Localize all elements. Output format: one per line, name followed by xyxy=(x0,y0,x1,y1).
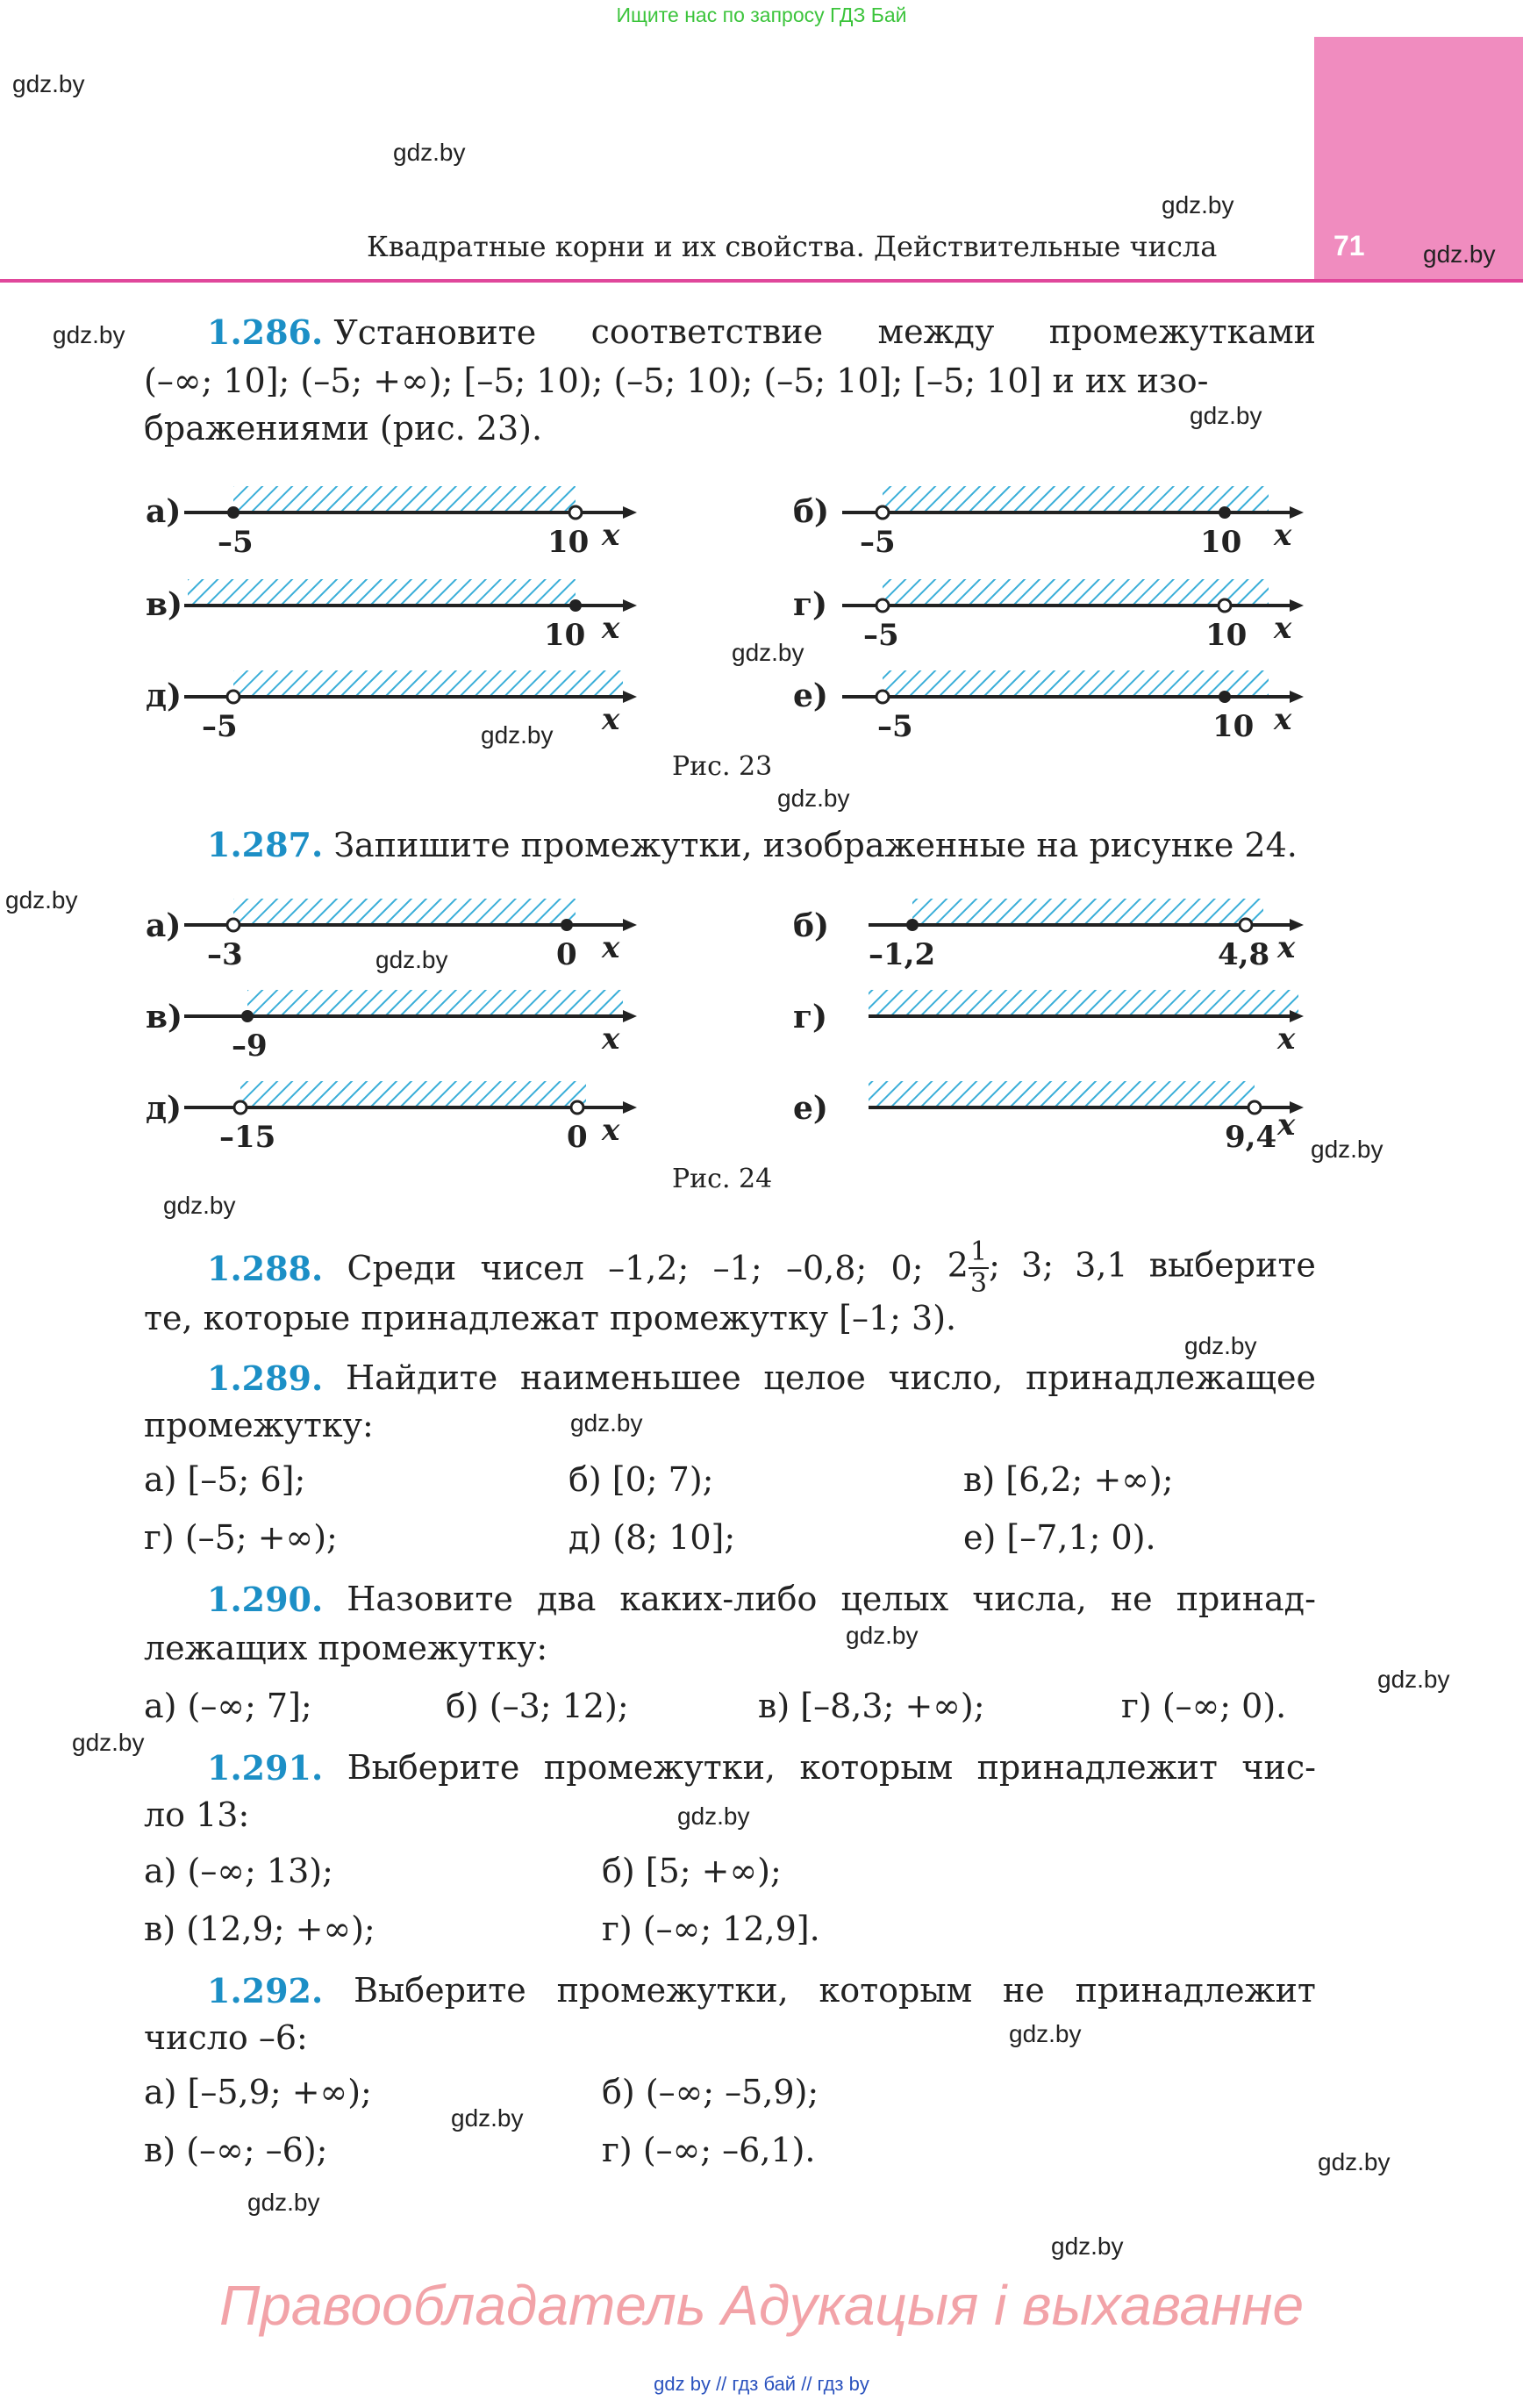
fig24-label-a: а) xyxy=(146,907,182,944)
watermark: gdz.by xyxy=(1184,1332,1257,1359)
fig23-label-d: д) xyxy=(146,677,182,714)
tick-label: 0 xyxy=(556,937,577,972)
header-rule xyxy=(0,279,1523,283)
tick-label: –5 xyxy=(218,525,254,560)
answer-option: в) (12,9; +∞); xyxy=(144,1910,375,1948)
fig24-label-b: б) xyxy=(793,907,830,944)
tick-label: 10 xyxy=(1212,709,1255,744)
answer-option: е) [–7,1; 0). xyxy=(963,1518,1156,1557)
watermark: gdz.by xyxy=(72,1729,145,1756)
fig23-label-e: е) xyxy=(793,677,828,714)
fig23-label-a: а) xyxy=(146,493,182,530)
tick-label: –5 xyxy=(877,709,913,744)
answer-option: б) (–∞; –5,9); xyxy=(602,2073,819,2111)
problem-1-292-line2: число –6: xyxy=(144,2018,308,2057)
problem-1-286-line3: бражениями (рис. 23). xyxy=(144,409,543,448)
watermark: gdz.by xyxy=(1162,191,1234,219)
problem-1-289-line2: промежутку: xyxy=(144,1406,374,1444)
watermark: gdz.by xyxy=(53,321,125,348)
problem-number: 1.292. xyxy=(207,1971,324,2010)
answer-option: а) (–∞; 13); xyxy=(144,1852,333,1890)
problem-1-288-line1: 1.288. Среди чисел –1,2; –1; –0,8; 0; 2 $\frac{1}{3}$ ; 3; 3,1 выберите xyxy=(207,1236,1316,1299)
fig23-label-b: б) xyxy=(793,493,830,530)
fig24-label-d: д) xyxy=(146,1090,182,1127)
problem-number: 1.287. xyxy=(207,825,324,864)
watermark: gdz.by xyxy=(5,886,78,914)
axis-x-label: x xyxy=(1277,930,1296,965)
tick-label: –1,2 xyxy=(869,937,936,972)
answer-option: б) (–3; 12); xyxy=(446,1687,629,1725)
fig23-label-v: в) xyxy=(146,586,183,623)
axis-x-label: x xyxy=(1277,1107,1296,1143)
answer-option: в) [–8,3; +∞); xyxy=(758,1687,985,1725)
tick-label: –5 xyxy=(202,709,238,744)
watermark: gdz.by xyxy=(677,1802,750,1830)
answer-option: г) (–∞; –6,1). xyxy=(602,2131,816,2169)
answer-option: а) [–5,9; +∞); xyxy=(144,2073,372,2111)
tick-label: 0 xyxy=(567,1120,588,1155)
watermark: gdz.by xyxy=(247,2189,320,2216)
problem-1-292-line1: 1.292. Выберите промежутки, которым не принадлежит xyxy=(207,1971,1316,2010)
watermark: gdz.by xyxy=(375,946,448,973)
figure-caption: Рис. 23 xyxy=(672,751,773,782)
tick-label: –5 xyxy=(860,525,896,560)
problem-number: 1.289. xyxy=(207,1358,324,1398)
answer-option: а) (–∞; 7]; xyxy=(144,1687,312,1725)
watermark: gdz.by xyxy=(732,639,804,666)
watermark: gdz.by xyxy=(1051,2232,1124,2260)
tick-label: –3 xyxy=(207,937,243,972)
fraction: $\frac{1}{3}$ xyxy=(969,1236,988,1299)
problem-1-286-line2: (–∞; 10]; (–5; +∞); [–5; 10); (–5; 10); (–5; 10]; [–5; 10] и их изо- xyxy=(144,362,1209,400)
problem-1-291-line1: 1.291. Выберите промежутки, которым принадлежит чис- xyxy=(207,1748,1316,1788)
tick-label: –9 xyxy=(232,1028,268,1064)
axis-x-label: x xyxy=(1277,1021,1296,1057)
watermark: gdz.by xyxy=(451,2104,524,2132)
fig24-label-v: в) xyxy=(146,999,183,1036)
problem-1-287: 1.287. Запишите промежутки, изображенные на рисунке 24. xyxy=(207,825,1298,864)
watermark: gdz.by xyxy=(12,70,85,97)
watermark: gdz.by xyxy=(163,1192,236,1219)
problem-number: 1.286. xyxy=(207,312,324,352)
watermark: gdz.by xyxy=(1318,2148,1391,2175)
answer-option: д) (8; 10]; xyxy=(568,1518,736,1557)
tick-label: 10 xyxy=(544,618,586,653)
tick-label: 10 xyxy=(1205,618,1248,653)
axis-x-label: x xyxy=(1274,702,1292,737)
answer-option: в) [6,2; +∞); xyxy=(963,1460,1174,1499)
fig24-line-g-axis xyxy=(869,978,1307,1057)
tick-label: 9,4 xyxy=(1225,1120,1277,1155)
watermark: gdz.by xyxy=(846,1622,919,1649)
footer-links[interactable]: gdz by // гдз бай // гдз by xyxy=(654,2373,869,2395)
top-banner: Ищите нас по запросу ГДЗ Бай xyxy=(616,4,907,26)
problem-1-291-line2: ло 13: xyxy=(144,1795,250,1834)
answer-option: б) [0; 7); xyxy=(568,1460,714,1499)
watermark: gdz.by xyxy=(1377,1666,1450,1693)
watermark: gdz.by xyxy=(777,785,850,812)
answer-option: а) [–5; 6]; xyxy=(144,1460,306,1499)
problem-1-286-line1: 1.286. Установите соответствие между промежутками xyxy=(207,312,1316,352)
answer-option: г) (–∞; 0). xyxy=(1121,1687,1287,1725)
axis-x-label: x xyxy=(602,1113,620,1148)
running-head: Квадратные корни и их свойства. Действительные числа xyxy=(367,230,1218,263)
fig23-line-a xyxy=(0,0,1,1)
problem-number: 1.291. xyxy=(207,1748,324,1788)
answer-option: г) (–∞; 12,9]. xyxy=(602,1910,820,1948)
axis-x-label: x xyxy=(602,702,620,737)
watermark: gdz.by xyxy=(1009,2020,1082,2047)
tick-label: –5 xyxy=(863,618,899,653)
axis-x-label: x xyxy=(1274,518,1292,553)
page-number: 71 xyxy=(1334,230,1365,262)
answer-option: г) (–5; +∞); xyxy=(144,1518,338,1557)
watermark: gdz.by xyxy=(570,1409,643,1437)
axis-x-label: x xyxy=(602,611,620,646)
axis-x-label: x xyxy=(602,1021,620,1057)
axis-x-label: x xyxy=(1274,611,1292,646)
fig24-label-e: е) xyxy=(793,1090,828,1127)
watermark: gdz.by xyxy=(1190,402,1262,429)
problem-number: 1.290. xyxy=(207,1580,324,1619)
fig23-line-d-axis xyxy=(184,658,640,737)
watermark: gdz.by xyxy=(1423,240,1496,268)
watermark: gdz.by xyxy=(481,721,554,749)
tick-label: 10 xyxy=(1200,525,1242,560)
tick-label: 4,8 xyxy=(1218,937,1270,972)
answer-option: б) [5; +∞); xyxy=(602,1852,782,1890)
axis-x-label: x xyxy=(602,930,620,965)
tick-label: 10 xyxy=(547,525,590,560)
problem-1-288-line2: те, которые принадлежат промежутку [–1; 3). xyxy=(144,1299,957,1337)
problem-1-289-line1: 1.289. Найдите наименьшее целое число, принадлежащее xyxy=(207,1358,1316,1398)
problem-1-290-line1: 1.290. Назовите два каких-либо целых числа, не принад- xyxy=(207,1580,1316,1619)
fig24-label-g: г) xyxy=(793,999,828,1036)
watermark: gdz.by xyxy=(1311,1136,1384,1163)
rights-holder-text: Правообладатель Адукацыя і выхаванне xyxy=(218,2274,1305,2337)
axis-x-label: x xyxy=(602,518,620,553)
figure-caption: Рис. 24 xyxy=(672,1164,773,1194)
fig23-label-g: г) xyxy=(793,586,828,623)
problem-number: 1.288. xyxy=(207,1248,324,1288)
answer-option: в) (–∞; –6); xyxy=(144,2131,328,2169)
tick-label: –15 xyxy=(219,1120,276,1155)
problem-1-290-line2: лежащих промежутку: xyxy=(144,1629,548,1667)
watermark: gdz.by xyxy=(393,139,466,166)
